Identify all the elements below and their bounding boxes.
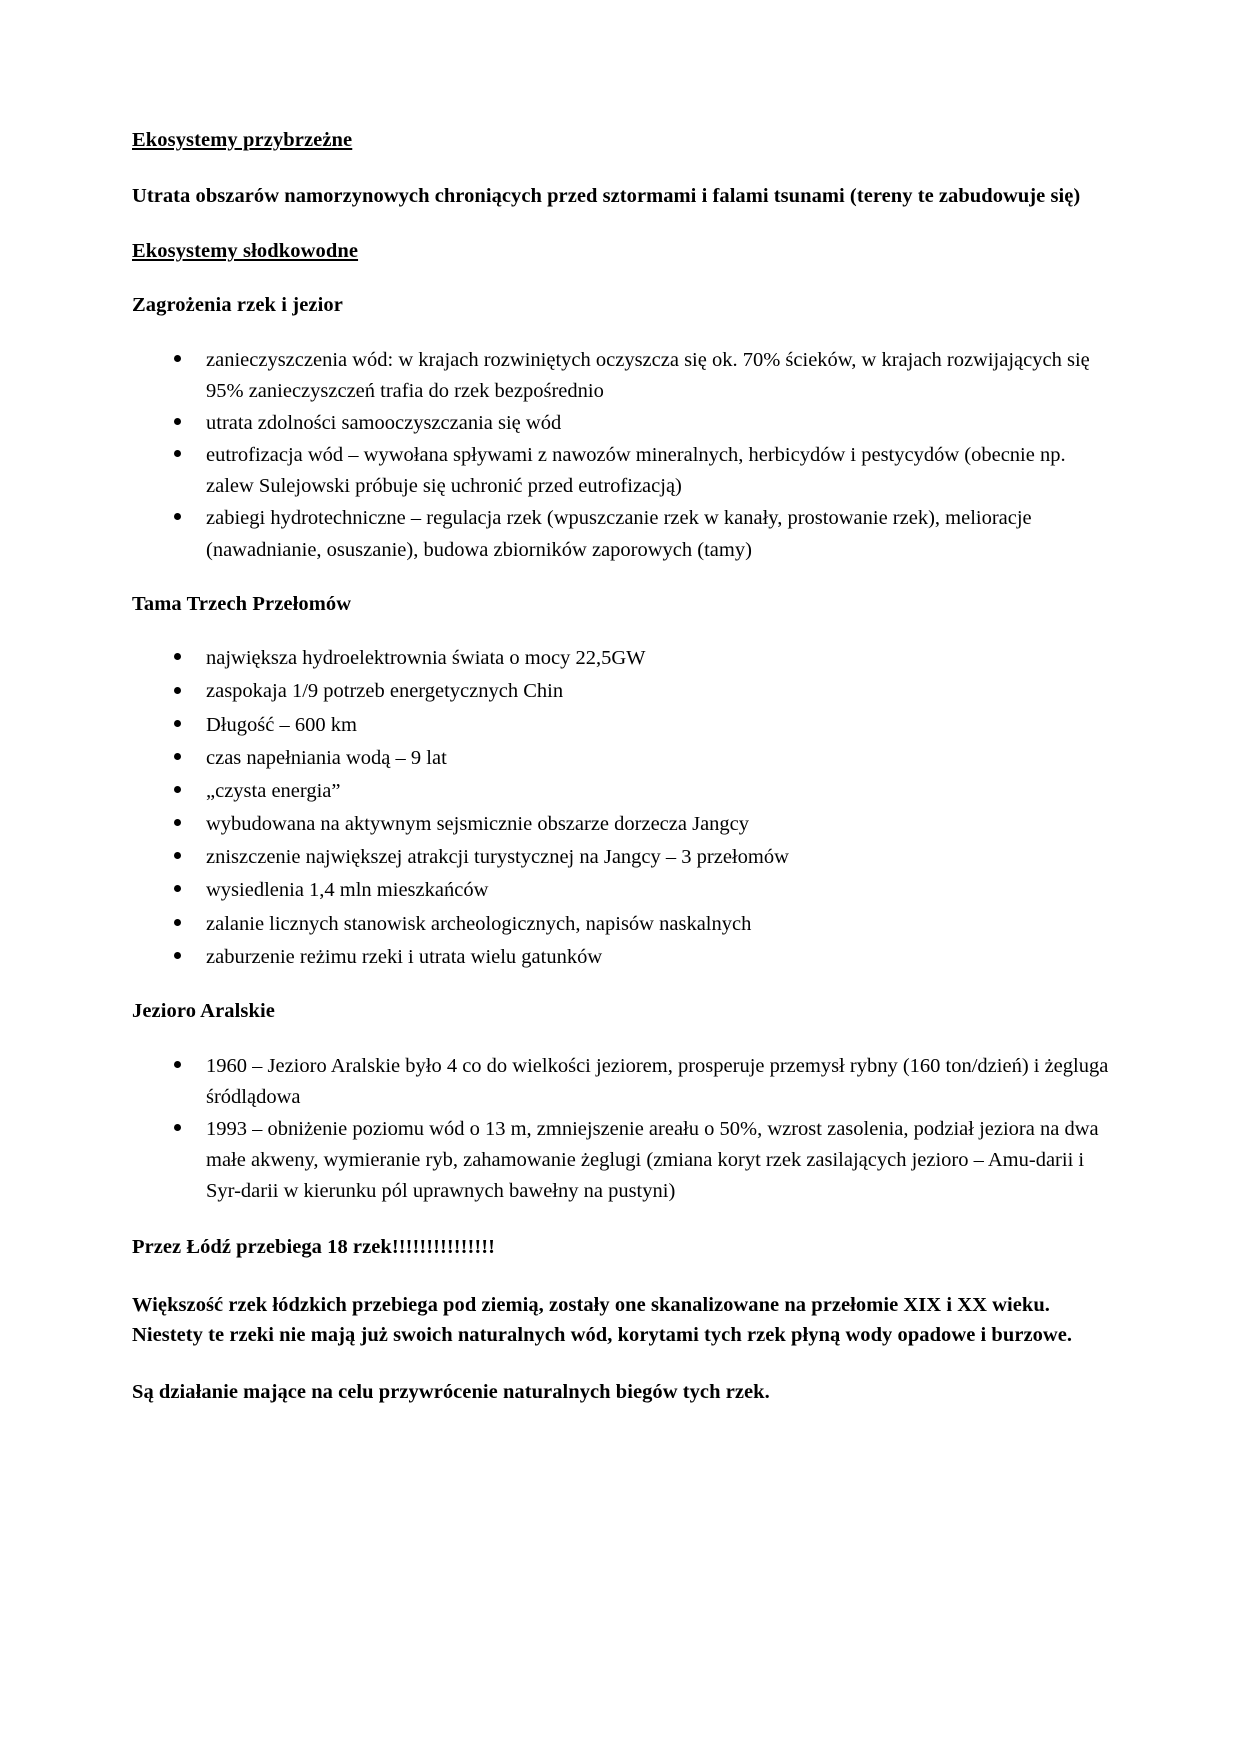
list-item-text: Długość – 600 km (206, 713, 357, 736)
bullet-dot-icon (174, 852, 181, 859)
list-item (206, 743, 1112, 774)
list-item-text: zanieczyszczenia wód: w krajach rozwiniętych oczyszcza się ok. 70% ścieków, w krajach rozwijających się 95% zanieczyszczeń trafia do rzek bezpośrednio (206, 348, 1090, 402)
list-river-lake-threats (132, 345, 1112, 566)
bullet-dot-icon (174, 753, 181, 760)
list-item (206, 842, 1112, 873)
heading-freshwater-ecosystems: Ekosystemy słodkowodne (132, 240, 359, 263)
bullet-dot-icon (174, 1124, 181, 1131)
bullet-dot-icon (174, 919, 181, 926)
list-item-text: zalanie licznych stanowisk archeologicznych, napisów naskalnych (206, 912, 752, 935)
paragraph-mangrove-loss: Utrata obszarów namorzynowych chroniących przed sztormami i falami tsunami (tereny te zabudowuje się) (132, 184, 1081, 207)
bullet-dot-icon (174, 450, 181, 457)
heading-river-lake-threats: Zagrożenia rzek i jezior (132, 293, 343, 316)
list-item (206, 710, 1112, 741)
list-item-text: największa hydroelektrownia świata o mocy 22,5GW (206, 647, 646, 670)
bullet-dot-icon (174, 952, 181, 959)
list-item (206, 1051, 1112, 1113)
list-item (206, 776, 1112, 807)
list-item-text: zabiegi hydrotechniczne – regulacja rzek (wpuszczanie rzek w kanały, prostowanie rzek), melioracje (nawadnianie, osuszanie), budowa zbiorników zaporowych (tamy) (206, 507, 1032, 561)
list-item (206, 1114, 1112, 1207)
list-item-text: czas napełniania wodą – 9 lat (206, 746, 447, 769)
list-item-text: wysiedlenia 1,4 mln mieszkańców (206, 879, 489, 902)
document-body (132, 128, 1112, 1408)
bullet-dot-icon (174, 355, 181, 362)
list-item (206, 503, 1112, 565)
bullet-dot-icon (174, 720, 181, 727)
list-item-text: zaspokaja 1/9 potrzeb energetycznych Chin (206, 680, 564, 703)
bullet-dot-icon (174, 418, 181, 425)
list-item-text: wybudowana na aktywnym sejsmicznie obszarze dorzecza Jangcy (206, 813, 750, 836)
paragraph-lodz-underground-rivers: Większość rzek łódzkich przebiega pod ziemią, zostały one skanalizowane na przełomie XIX i XX wieku. Niestety te rzeki nie mają już swoich naturalnych wód, korytami tych rzek płyną wody opadowe i burzowe. (132, 1294, 1073, 1346)
heading-aral-sea: Jezioro Aralskie (132, 999, 275, 1022)
list-three-gorges-facts (132, 643, 1112, 973)
list-item (206, 440, 1112, 502)
bullet-dot-icon (174, 687, 181, 694)
heading-three-gorges-dam: Tama Trzech Przełomów (132, 592, 352, 615)
list-item (206, 643, 1112, 674)
heading-lodz-rivers: Przez Łódź przebiega 18 rzek!!!!!!!!!!!!!!! (132, 1236, 495, 1259)
list-item-text: utrata zdolności samooczyszczania się wód (206, 411, 562, 434)
bullet-dot-icon (174, 885, 181, 892)
heading-coastal-ecosystems: Ekosystemy przybrzeżne (132, 129, 353, 151)
paragraph-lodz-restoration: Są działanie mające na celu przywrócenie naturalnych biegów tych rzek. (132, 1381, 770, 1404)
list-item (206, 345, 1112, 407)
list-item (206, 875, 1112, 906)
list-item-text: zniszczenie największej atrakcji turystycznej na Jangcy – 3 przełomów (206, 846, 789, 869)
bullet-dot-icon (174, 786, 181, 793)
list-item (206, 676, 1112, 707)
list-item (206, 809, 1112, 840)
bullet-dot-icon (174, 513, 181, 520)
list-item (206, 942, 1112, 973)
list-item-text: „czysta energia” (206, 779, 341, 802)
bullet-dot-icon (174, 819, 181, 826)
list-aral-sea-facts (132, 1051, 1112, 1208)
list-item (206, 408, 1112, 439)
list-item (206, 909, 1112, 940)
list-item-text: 1993 – obniżenie poziomu wód o 13 m, zmniejszenie areału o 50%, wzrost zasolenia, podział jeziora na dwa małe akweny, wymieranie ryb, zahamowanie żeglugi (zmiana koryt rzek zasilających jezioro – Amu-darii i Syr-darii w kierunku pól uprawnych bawełny na pustyni) (206, 1117, 1099, 1203)
bullet-dot-icon (174, 653, 181, 660)
bullet-dot-icon (174, 1061, 181, 1068)
list-item-text: eutrofizacja wód – wywołana spływami z nawozów mineralnych, herbicydów i pestycydów (obecnie np. zalew Sulejowski próbuje się uchronić przed eutrofizacją) (206, 444, 1066, 498)
list-item-text: 1960 – Jezioro Aralskie było 4 co do wielkości jeziorem, prosperuje przemysł rybny (160 ton/dzień) i żegluga śródlądowa (206, 1054, 1109, 1108)
list-item-text: zaburzenie reżimu rzeki i utrata wielu gatunków (206, 945, 603, 968)
